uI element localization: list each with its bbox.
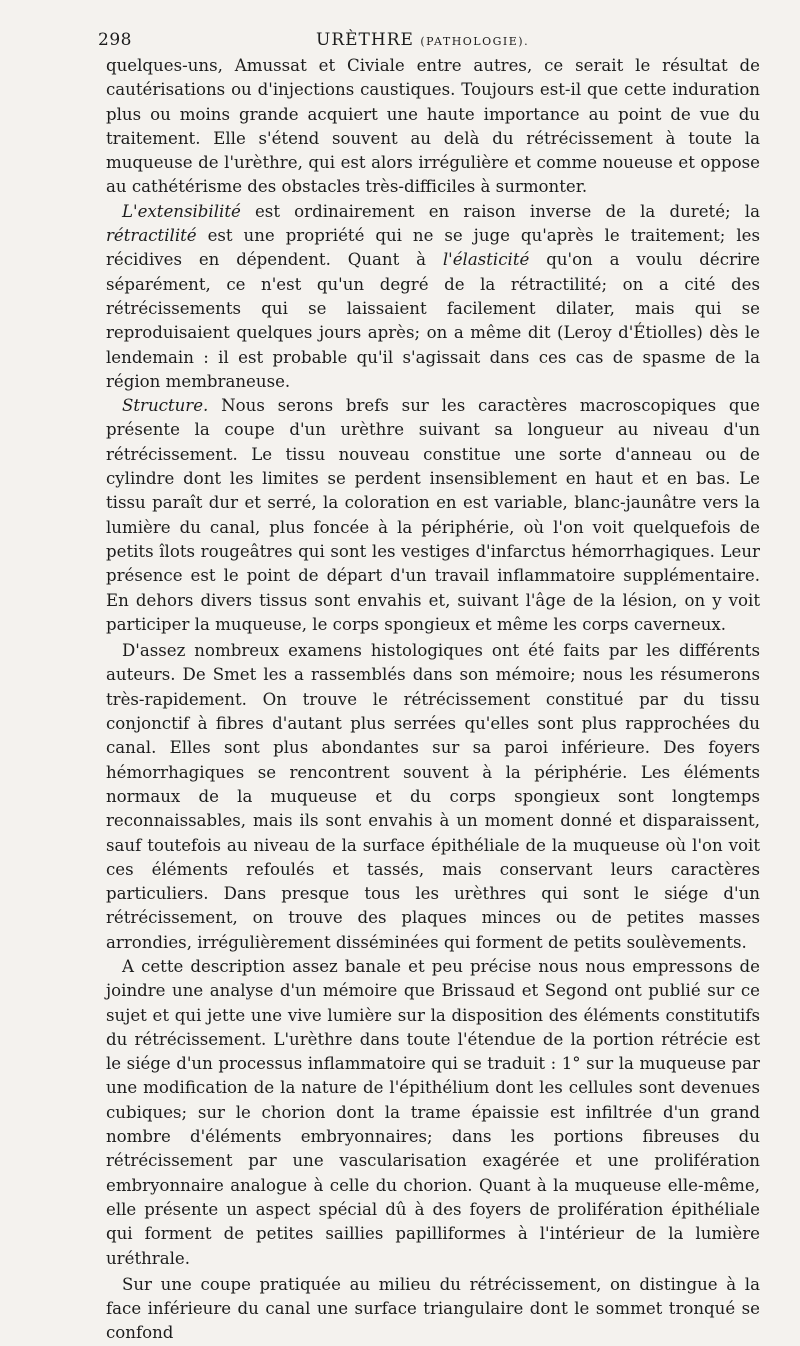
- italic-text-segment: L': [122, 201, 138, 221]
- title-main: URÈTHRE: [316, 30, 414, 50]
- paragraph: [106, 1273, 760, 1346]
- running-head: [98, 26, 760, 54]
- italic-text-segment: rétractilité: [106, 226, 197, 246]
- paragraph: [106, 54, 760, 200]
- paragraph: [106, 200, 760, 394]
- text-segment: A cette description assez banale et peu précise nous nous empressons de joindre une analyse d'un mémoire que Brissaud et Segond ont publié sur ce sujet et qui jette une vive lumière sur la disposition des éléments constitutifs du rétrécissement. L'urèthre dans toute l'étendue de la portion rétrécie est le siége d'un processus inflammatoire qui se traduit : 1° sur la muqueuse par une modification de la nature de l'épithélium dont les cellules sont devenues cubiques; sur le chorion dont la trame épaissie est infiltrée d'un grand nombre d'éléments embryonnaires; dans les portions fibreuses du rétrécissement par une vascularisation exagérée et une prolifération embryonnaire analogue à celle du chorion. Quant à la muqueuse elle-même, elle présente un aspect spécial dû à des foyers de prolifération épithéliale qui forment de petites saillies papilliformes à l'intérieur de la lumière uréthrale.: [106, 956, 760, 1268]
- text-segment: quelques-uns, Amussat et Civiale entre autres, ce serait le résultat de cautérisations ou d'injections caustiques. Toujours est-il que cette induration plus ou moins grande acquiert une haute importance au point de vue du traitement. Elle s'étend souvent au delà du rétrécissement à toute la muqueuse de l'urèthre, qui est alors irrégulière et comme noueuse et oppose au cathétérisme des obstacles très-difficiles à surmonter.: [106, 56, 760, 197]
- page-number: 298: [98, 30, 132, 50]
- body-text: [106, 54, 760, 1346]
- paragraph: [106, 955, 760, 1271]
- italic-text-segment: l'élasticité: [442, 250, 530, 270]
- running-title: [316, 30, 529, 50]
- paragraph: [106, 639, 760, 955]
- text-segment: Sur une coupe pratiquée au milieu du rétrécissement, on distingue à la face inférieure du canal une surface triangulaire dont le sommet tronqué se confond: [106, 1274, 760, 1343]
- italic-text-segment: extensibilité: [137, 201, 241, 221]
- text-segment: est ordinairement en raison inverse de la dureté; la: [240, 201, 760, 221]
- paragraph: [106, 394, 760, 637]
- text-segment: Nous serons brefs sur les caractères macroscopiques que présente la coupe d'un urèthre suivant sa longueur au niveau d'un rétrécissement. Le tissu nouveau constitue une sorte d'anneau ou de cylindre dont les limites se perdent insensiblement en haut et en bas. Le tissu paraît dur et serré, la coloration en est variable, blanc-jaunâtre vers la lumière du canal, plus foncée à la périphérie, où l'on voit quelquefois de petits îlots rougeâtres qui sont les vestiges d'infarctus hémorrhagiques. Leur présence est le point de départ d'un travail inflammatoire supplémentaire. En dehors divers tissus sont envahis et, suivant l'âge de la lésion, on y voit participer la muqueuse, le corps spongieux et même les corps caverneux.: [106, 396, 760, 634]
- text-segment: D'assez nombreux examens histologiques ont été faits par les différents auteurs. De Smet les a rassemblés dans son mémoire; nous les résumerons très-rapidement. On trouve le rétrécissement constitué par du tissu conjonctif à fibres d'autant plus serrées qu'elles sont plus rapprochées du canal. Elles sont plus abondantes sur sa paroi inférieure. Des foyers hémorrhagiques se rencontrent souvent à la périphérie. Les éléments normaux de la muqueuse et du corps spongieux sont longtemps reconnaissables, mais ils sont envahis à un moment donné et disparaissent, sauf toutefois au niveau de la surface épithéliale de la muqueuse où l'on voit ces éléments refoulés et tassés, mais conservant leurs caractères particuliers. Dans presque tous les urèthres qui sont le siége d'un rétrécissement, on trouve des plaques minces ou de petites masses arrondies, irrégulièrement disséminées qui forment de petits soulèvements.: [106, 641, 760, 952]
- text-segment: qu'on a voulu décrire séparément, ce n'est qu'un degré de la rétractilité; on a cité des rétrécissements qui se laissaient facilement dilater, mais qui se reproduisaient quelques jours après; on a même dit (Leroy d'Étiolles) dès le lendemain : il est probable qu'il s'agissait dans ces cas de spasme de la région membraneuse.: [106, 250, 760, 391]
- text-segment: est une propriété qui ne se juge qu'après le traitement; les récidives en dépendent. Quant à: [106, 226, 760, 270]
- italic-text-segment: Structure.: [122, 396, 209, 416]
- title-subtitle: (PATHOLOGIE).: [420, 35, 530, 48]
